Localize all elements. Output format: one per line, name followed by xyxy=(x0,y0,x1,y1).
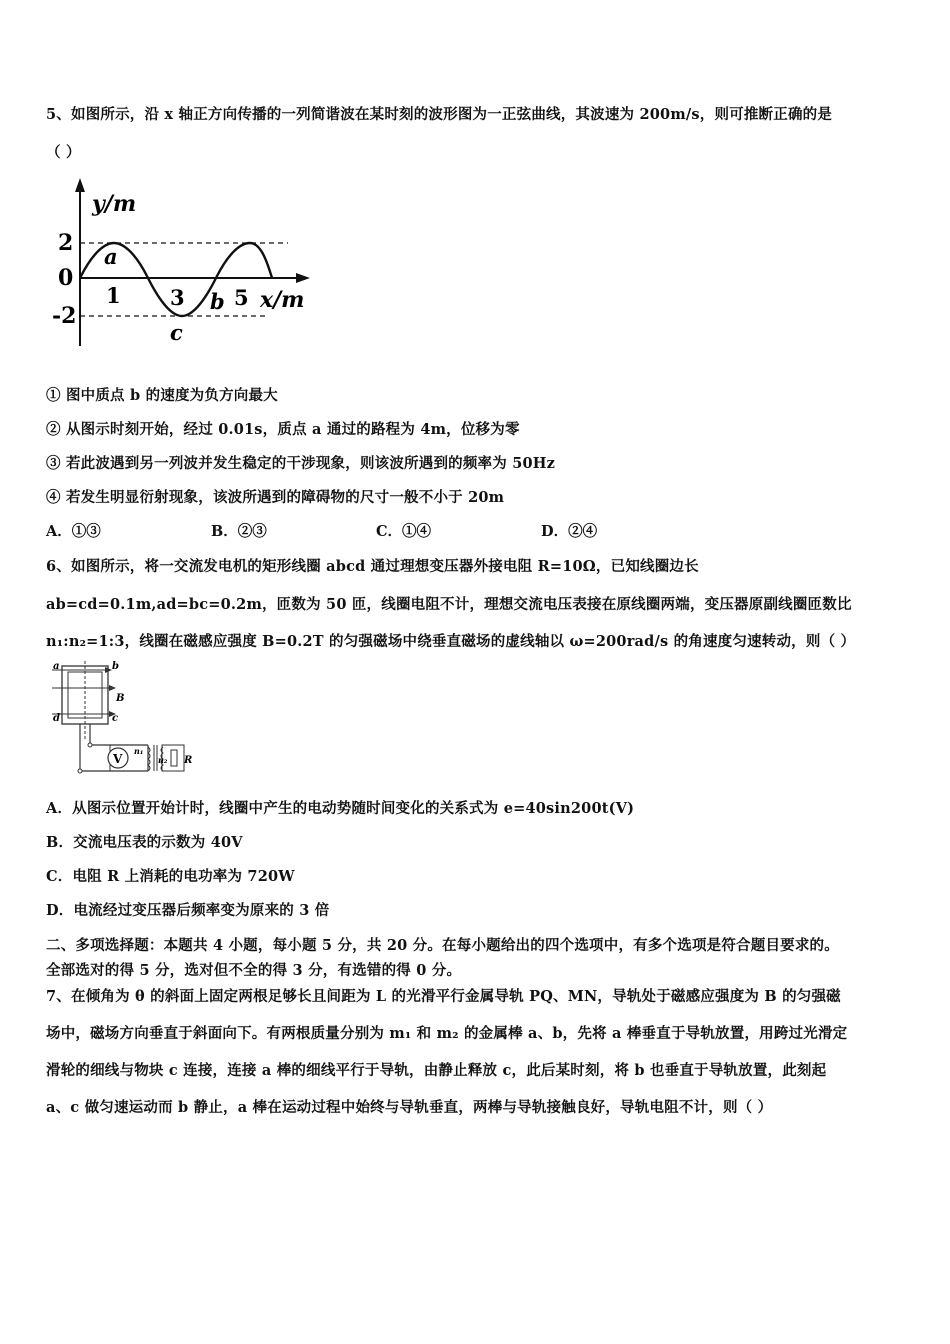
q7-stem-line1: 7、在倾角为 θ 的斜面上固定两根足够长且间距为 L 的光滑平行金属导轨 PQ、MN，导轨处于磁感应强度为 B 的匀强磁 xyxy=(46,988,841,1005)
label-n2: n₂ xyxy=(158,755,168,765)
tick-neg2: -2 xyxy=(52,303,77,329)
q5-statement-4: ④ 若发生明显衍射现象，该波所遇到的障碍物的尺寸一般不小于 20m xyxy=(46,489,505,506)
q6-option-c: C．电阻 R 上消耗的电功率为 720W xyxy=(46,868,295,885)
label-a: a xyxy=(53,661,60,672)
q6-option-b: B．交流电压表的示数为 40V xyxy=(46,834,243,851)
section2-line1: 二、多项选择题：本题共 4 小题，每小题 5 分，共 20 分。在每小题给出的四个选项中，有多个选项是符合题目要求的。 xyxy=(46,937,839,954)
tick-5: 5 xyxy=(234,285,249,310)
section2-line2: 全部选对的得 5 分，选对但不全的得 3 分，有选错的得 0 分。 xyxy=(46,962,462,979)
q5-option-c: C．①④ xyxy=(376,523,432,540)
y-axis-arrow xyxy=(75,178,85,192)
q5-option-d: D．②④ xyxy=(541,523,598,540)
x-axis-label: x/m xyxy=(260,287,305,313)
q5-option-b: B．②③ xyxy=(211,523,267,540)
label-b: b xyxy=(112,661,119,672)
voltmeter-label: V xyxy=(113,752,123,766)
q6-stem-line1: 6、如图所示，将一交流发电机的矩形线圈 abcd 通过理想变压器外接电阻 R=10Ω，已知线圈边长 xyxy=(46,558,699,575)
label-B: B xyxy=(116,693,125,704)
magnetic-field-lines xyxy=(52,670,112,714)
label-R: R xyxy=(184,755,193,766)
q6-stem-line3: n₁:n₂=1:3，线圈在磁感应强度 B=0.2T 的匀强磁场中绕垂直磁场的虚线轴以 ω=200rad/s 的角速度匀速转动，则（ ） xyxy=(46,633,856,650)
terminal-top xyxy=(88,743,92,747)
tick-0: 0 xyxy=(58,265,74,291)
q7-stem-line3: 滑轮的细线与物块 c 连接，连接 a 棒的细线平行于导轨，由静止释放 c，此后某时刻，将 b 也垂直于导轨放置，此刻起 xyxy=(46,1062,827,1079)
label-n1: n₁ xyxy=(134,746,144,756)
point-a-label: a xyxy=(104,244,118,269)
label-c: c xyxy=(112,713,119,724)
q5-wave-figure xyxy=(52,172,314,350)
q7-stem-line4: a、c 做匀速运动而 b 静止，a 棒在运动过程中始终与导轨垂直，两棒与导轨接触良好，导轨电阻不计，则（ ） xyxy=(46,1099,773,1116)
q5-stem-line1: 5、如图所示，沿 x 轴正方向传播的一列简谐波在某时刻的波形图为一正弦曲线，其波速为 200m/s，则可推断正确的是 xyxy=(46,106,833,123)
q7-stem-line2: 场中，磁场方向垂直于斜面向下。有两根质量分别为 m₁ 和 m₂ 的金属棒 a、b，先将 a 棒垂直于导轨放置，用跨过光滑定 xyxy=(46,1025,848,1042)
q6-option-d: D．电流经过变压器后频率变为原来的 3 倍 xyxy=(46,902,330,919)
q5-stem-line2: （ ） xyxy=(46,144,81,161)
resistor xyxy=(171,750,177,766)
tick-3: 3 xyxy=(170,285,185,310)
point-c-label: c xyxy=(170,320,183,345)
q5-statement-3: ③ 若此波遇到另一列波并发生稳定的干涉现象，则该波所遇到的频率为 50Hz xyxy=(46,455,556,472)
point-b-label: b xyxy=(210,289,225,314)
q5-statement-1: ① 图中质点 b 的速度为负方向最大 xyxy=(46,387,278,404)
q6-generator-figure xyxy=(50,661,200,781)
x-axis-arrow xyxy=(296,273,310,283)
coil-outer xyxy=(62,666,108,724)
tick-1: 1 xyxy=(106,283,121,308)
q6-option-a: A．从图示位置开始计时，线圈中产生的电动势随时间变化的关系式为 e=40sin200t(V) xyxy=(46,800,635,817)
y-axis-label: y/m xyxy=(92,191,137,217)
terminal-bottom xyxy=(78,769,82,773)
field-arrow-2 xyxy=(109,685,116,691)
q5-option-a: A．①③ xyxy=(46,523,101,540)
q6-stem-line2: ab=cd=0.1m,ad=bc=0.2m，匝数为 50 匝，线圈电阻不计，理想交流电压表接在原线圈两端，变压器原副线圈匝数比 xyxy=(46,596,852,613)
tick-2: 2 xyxy=(58,230,74,256)
q5-statement-2: ② 从图示时刻开始，经过 0.01s，质点 a 通过的路程为 4m，位移为零 xyxy=(46,421,520,438)
label-d: d xyxy=(53,713,60,724)
